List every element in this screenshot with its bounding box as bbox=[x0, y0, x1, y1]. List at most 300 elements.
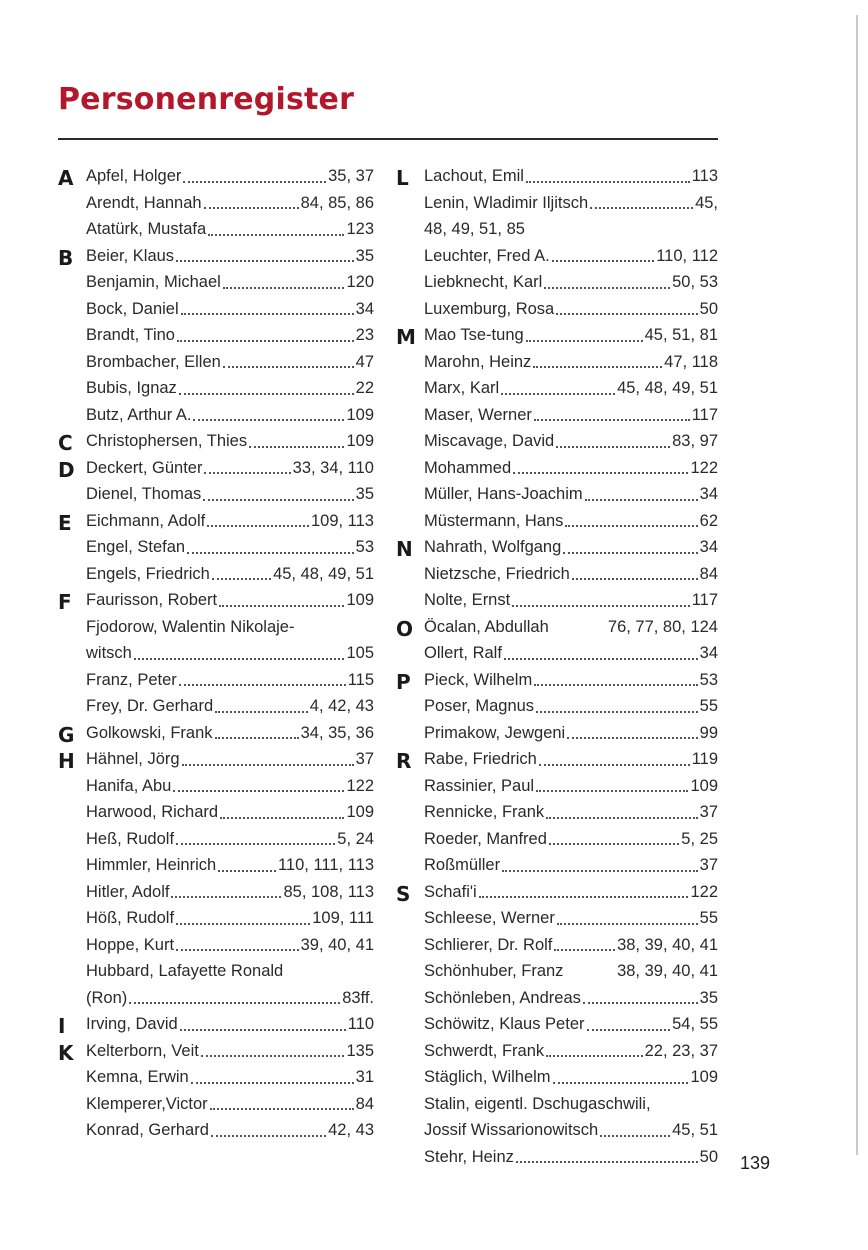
entry-line bbox=[86, 905, 374, 932]
index-letter: B bbox=[58, 245, 74, 270]
entry-pages: 109 bbox=[690, 776, 718, 795]
entry-pages: 55 bbox=[699, 697, 718, 715]
dot-leader bbox=[526, 340, 643, 342]
entry-pages: 76, 77, 80, 124 bbox=[607, 617, 718, 636]
dot-leader bbox=[183, 181, 326, 183]
entry-pages: 53 bbox=[355, 538, 374, 556]
dot-leader bbox=[539, 764, 690, 766]
entry-name: Marx, Karl bbox=[424, 379, 500, 397]
entry-name: Schöwitz, Klaus Peter bbox=[424, 1015, 585, 1033]
entry-name: Hitler, Adolf bbox=[86, 882, 170, 901]
entry-line bbox=[86, 985, 374, 1012]
page-number: 139 bbox=[740, 1153, 771, 1173]
entry-name: Nietzsche, Friedrich bbox=[424, 564, 570, 583]
entry-pages: 109 bbox=[346, 432, 374, 450]
dot-leader bbox=[572, 578, 698, 580]
entry-name: Nahrath, Wolfgang bbox=[424, 538, 562, 556]
entry-line bbox=[424, 481, 718, 508]
entry-name-line: Fjodorow, Walentin Nikolaje- bbox=[86, 617, 295, 636]
entry-pages: 33, 34, 110 bbox=[292, 458, 374, 477]
index-entry bbox=[424, 587, 718, 614]
index-letter: D bbox=[58, 457, 75, 482]
index-letter: E bbox=[58, 510, 72, 535]
dot-leader bbox=[201, 1055, 345, 1057]
dot-leader bbox=[534, 684, 697, 686]
dot-leader bbox=[215, 711, 308, 713]
entry-line bbox=[86, 322, 374, 349]
entry-line bbox=[424, 905, 718, 932]
dot-leader bbox=[585, 499, 698, 501]
dot-leader bbox=[554, 949, 615, 951]
dot-leader bbox=[526, 181, 690, 183]
entry-pages: 115 bbox=[347, 670, 374, 689]
entry-name: Miscavage, David bbox=[424, 432, 555, 450]
entry-name: Ollert, Ralf bbox=[424, 644, 502, 662]
index-group-o bbox=[396, 614, 718, 667]
entry-pages: 109 bbox=[690, 1068, 718, 1086]
dot-leader bbox=[176, 843, 335, 845]
entry-line bbox=[86, 1091, 374, 1118]
entry-line bbox=[86, 852, 374, 879]
dot-leader bbox=[479, 896, 689, 898]
dot-leader bbox=[516, 1161, 698, 1163]
entry-pages: 50, 53 bbox=[672, 273, 718, 291]
index-group-p bbox=[396, 667, 718, 747]
entry-name: Konrad, Gerhard bbox=[86, 1121, 209, 1139]
entry-pages: 22, 23, 37 bbox=[644, 1041, 718, 1060]
index-entry bbox=[86, 773, 374, 800]
entry-name: Müller, Hans-Joachim bbox=[424, 485, 583, 503]
entry-line bbox=[86, 349, 374, 376]
index-entry bbox=[424, 322, 718, 349]
entry-line bbox=[424, 958, 718, 985]
page-title: Personenregister bbox=[58, 82, 355, 117]
entry-name: Roeder, Manfred bbox=[424, 829, 547, 848]
entry-line bbox=[424, 799, 718, 826]
entry-line bbox=[424, 561, 718, 588]
entry-line bbox=[424, 455, 718, 482]
entry-name: Benjamin, Michael bbox=[86, 273, 221, 291]
entry-line bbox=[424, 163, 718, 190]
index-entry bbox=[424, 879, 718, 906]
index-entry bbox=[424, 481, 718, 508]
entry-line bbox=[424, 296, 718, 323]
entry-line bbox=[86, 773, 374, 800]
entry-pages: 39, 40, 41 bbox=[300, 935, 374, 954]
entry-line bbox=[424, 269, 718, 296]
index-entry bbox=[424, 932, 718, 959]
dot-leader bbox=[513, 472, 688, 474]
entry-name: Maser, Werner bbox=[424, 405, 532, 424]
entry-pages: 105 bbox=[346, 644, 374, 662]
entry-line bbox=[424, 375, 718, 402]
dot-leader bbox=[179, 684, 346, 686]
index-entry bbox=[86, 799, 374, 826]
entry-pages: 84 bbox=[699, 564, 718, 583]
index-letter: H bbox=[58, 749, 75, 773]
dot-leader bbox=[504, 658, 698, 660]
entry-pages: 37 bbox=[699, 803, 718, 821]
index-entry bbox=[424, 1144, 718, 1171]
page-edge-mark bbox=[856, 15, 858, 1155]
entry-pages: 37 bbox=[699, 856, 718, 874]
index-letter: L bbox=[396, 166, 409, 190]
entry-pages: 85, 108, 113 bbox=[283, 882, 374, 901]
entry-pages: 53 bbox=[699, 670, 718, 689]
index-letter: C bbox=[58, 431, 73, 455]
dot-leader bbox=[129, 1002, 340, 1004]
index-entry bbox=[424, 561, 718, 588]
entry-pages: 84 bbox=[355, 1094, 374, 1113]
dot-leader bbox=[223, 366, 354, 368]
entry-line bbox=[86, 269, 374, 296]
entry-pages: 4, 42, 43 bbox=[309, 697, 374, 715]
dot-leader bbox=[176, 923, 310, 925]
entry-line bbox=[424, 985, 718, 1012]
entry-line bbox=[86, 879, 374, 906]
index-group-h bbox=[58, 746, 374, 1011]
index-entry bbox=[424, 985, 718, 1012]
index-entry bbox=[86, 508, 374, 535]
index-entry bbox=[86, 932, 374, 959]
entry-name: Schlierer, Dr. Rolf bbox=[424, 935, 553, 954]
entry-pages: 109, 113 bbox=[310, 511, 374, 530]
index-letter: I bbox=[58, 1014, 66, 1038]
dot-leader bbox=[590, 207, 693, 209]
index-entry bbox=[86, 216, 374, 243]
entry-pages: 34 bbox=[355, 299, 374, 318]
entry-pages: 110 bbox=[347, 1015, 374, 1033]
entry-pages: 110, 111, 113 bbox=[277, 856, 374, 874]
index-entry bbox=[86, 1064, 374, 1091]
entry-name: Mao Tse-tung bbox=[424, 326, 524, 344]
entry-pages: 34 bbox=[699, 538, 718, 556]
index-entry bbox=[424, 826, 718, 853]
index-entry bbox=[424, 455, 718, 482]
entry-pages: 50 bbox=[699, 1147, 718, 1166]
entry-name: Jossif Wissarionowitsch bbox=[424, 1121, 599, 1139]
entry-pages: 117 bbox=[691, 405, 718, 424]
entry-line bbox=[424, 349, 718, 376]
index-letter: P bbox=[396, 669, 411, 694]
index-entry bbox=[86, 587, 374, 614]
entry-line bbox=[424, 1064, 718, 1091]
index-entry bbox=[86, 1038, 374, 1065]
index-letter: M bbox=[396, 325, 416, 349]
entry-pages: 54, 55 bbox=[672, 1015, 718, 1033]
index-column-left bbox=[58, 163, 374, 1144]
index-entry bbox=[86, 375, 374, 402]
entry-name: Christophersen, Thies bbox=[86, 432, 248, 450]
entry-name: Schafi'i bbox=[424, 882, 477, 901]
entry-name: Deckert, Günter bbox=[86, 458, 203, 477]
index-letter: R bbox=[396, 749, 412, 773]
entry-line bbox=[86, 799, 374, 826]
entry-pages: 42, 43 bbox=[328, 1121, 374, 1139]
dot-leader bbox=[187, 552, 354, 554]
entry-pages: 119 bbox=[691, 750, 718, 768]
entry-name: Rabe, Friedrich bbox=[424, 750, 537, 768]
dot-leader bbox=[567, 737, 697, 739]
dot-leader bbox=[565, 525, 697, 527]
index-entry bbox=[424, 349, 718, 376]
index-group-n bbox=[396, 534, 718, 614]
entry-name: Arendt, Hannah bbox=[86, 193, 202, 212]
index-letter: N bbox=[396, 537, 413, 561]
index-entry bbox=[86, 1091, 374, 1118]
index-letter: K bbox=[58, 1040, 74, 1065]
index-entry bbox=[424, 375, 718, 402]
entry-pages: 84, 85, 86 bbox=[300, 193, 374, 212]
entry-name: Poser, Magnus bbox=[424, 697, 535, 715]
entry-name: Bubis, Ignaz bbox=[86, 379, 177, 397]
index-entry bbox=[86, 614, 374, 667]
dot-leader bbox=[193, 419, 344, 421]
dot-leader bbox=[249, 446, 344, 448]
index-group-s bbox=[396, 879, 718, 1171]
dot-leader bbox=[211, 1135, 326, 1137]
entry-pages: 122 bbox=[690, 458, 718, 477]
dot-leader bbox=[546, 1055, 642, 1057]
entry-line bbox=[424, 1038, 718, 1065]
entry-line bbox=[424, 322, 718, 349]
entry-name: Himmler, Heinrich bbox=[86, 856, 217, 874]
entry-name: witsch bbox=[86, 644, 132, 662]
index-group-a bbox=[58, 163, 374, 243]
dot-leader bbox=[215, 737, 299, 739]
dot-leader bbox=[203, 499, 353, 501]
dot-leader bbox=[134, 658, 345, 660]
entry-line bbox=[424, 720, 718, 747]
index-entry bbox=[86, 693, 374, 720]
entry-line bbox=[424, 508, 718, 535]
index-entry bbox=[424, 1038, 718, 1065]
entry-name: Müstermann, Hans bbox=[424, 511, 564, 530]
entry-name: Leuchter, Fred A. bbox=[424, 246, 550, 265]
index-letter: F bbox=[58, 590, 72, 614]
entry-pages: 55 bbox=[699, 909, 718, 927]
index-entry bbox=[86, 269, 374, 296]
entry-name: Schönleben, Andreas bbox=[424, 988, 581, 1007]
entry-name: Schleese, Werner bbox=[424, 909, 555, 927]
entry-name: Rassinier, Paul bbox=[424, 776, 535, 795]
entry-line bbox=[424, 1144, 718, 1171]
entry-pages: 5, 24 bbox=[337, 829, 374, 848]
entry-line bbox=[424, 428, 718, 455]
entry-name: Heß, Rudolf bbox=[86, 829, 175, 848]
entry-name-line: Hubbard, Lafayette Ronald bbox=[86, 962, 284, 980]
entry-name: Engels, Friedrich bbox=[86, 564, 210, 583]
dot-leader bbox=[600, 1135, 670, 1137]
entry-line bbox=[86, 455, 374, 482]
entry-name: Atatürk, Mustafa bbox=[86, 220, 207, 238]
entry-pages: 35, 37 bbox=[328, 167, 374, 185]
index-group-l bbox=[396, 163, 718, 322]
entry-name: Faurisson, Robert bbox=[86, 591, 218, 609]
dot-leader bbox=[208, 234, 344, 236]
index-entry bbox=[86, 852, 374, 879]
entry-pages-line: 48, 49, 51, 85 bbox=[424, 220, 525, 238]
dot-leader bbox=[536, 711, 698, 713]
entry-name: Dienel, Thomas bbox=[86, 485, 202, 503]
entry-name: Liebknecht, Karl bbox=[424, 273, 543, 291]
index-group-c bbox=[58, 428, 374, 455]
entry-line bbox=[86, 375, 374, 402]
entry-pages: 83, 97 bbox=[672, 432, 718, 450]
entry-name: Schönhuber, Franz bbox=[424, 962, 564, 980]
entry-name: Kelterborn, Veit bbox=[86, 1041, 199, 1060]
dot-leader bbox=[182, 764, 354, 766]
index-entry bbox=[424, 534, 718, 561]
entry-line bbox=[86, 243, 374, 270]
entry-name: Rennicke, Frank bbox=[424, 803, 545, 821]
dot-leader bbox=[553, 1082, 689, 1084]
index-entry bbox=[86, 349, 374, 376]
index-group-i bbox=[58, 1011, 374, 1038]
index-entry bbox=[424, 508, 718, 535]
dot-leader bbox=[544, 287, 670, 289]
index-entry bbox=[86, 746, 374, 773]
index-group-e bbox=[58, 508, 374, 588]
entry-pages: 123 bbox=[346, 220, 374, 238]
dot-leader bbox=[501, 393, 615, 395]
entry-name: Schwerdt, Frank bbox=[424, 1041, 545, 1060]
entry-name: Nolte, Ernst bbox=[424, 591, 511, 609]
entry-line bbox=[424, 640, 718, 667]
index-letter: S bbox=[396, 881, 411, 906]
entry-line bbox=[424, 667, 718, 694]
entry-line bbox=[86, 190, 374, 217]
entry-line bbox=[86, 296, 374, 323]
index-group-b bbox=[58, 243, 374, 429]
entry-pages: 34, 35, 36 bbox=[300, 723, 374, 742]
index-group-d bbox=[58, 455, 374, 508]
entry-pages: 109 bbox=[346, 591, 374, 609]
entry-pages: 35 bbox=[355, 485, 374, 503]
dot-leader bbox=[223, 287, 345, 289]
dot-leader bbox=[212, 578, 271, 580]
index-entry bbox=[424, 640, 718, 667]
entry-pages: 38, 39, 40, 41 bbox=[617, 962, 718, 980]
entry-pages: 38, 39, 40, 41 bbox=[617, 935, 718, 954]
index-group-k bbox=[58, 1038, 374, 1144]
dot-leader bbox=[583, 1002, 698, 1004]
index-entry bbox=[424, 402, 718, 429]
entry-line bbox=[86, 693, 374, 720]
entry-name: Luxemburg, Rosa bbox=[424, 299, 555, 318]
entry-name: Hoppe, Kurt bbox=[86, 935, 175, 954]
entry-pages: 45, 51, 81 bbox=[644, 326, 718, 344]
entry-name: Apfel, Holger bbox=[86, 167, 182, 185]
entry-line bbox=[86, 720, 374, 747]
dot-leader bbox=[207, 525, 309, 527]
entry-line bbox=[86, 481, 374, 508]
index-entry bbox=[424, 614, 718, 641]
entry-name: Marohn, Heinz bbox=[424, 352, 532, 371]
entry-name: Mohammed bbox=[424, 458, 512, 477]
dot-leader bbox=[176, 260, 354, 262]
entry-line bbox=[424, 852, 718, 879]
entry-line bbox=[86, 1064, 374, 1091]
dot-leader bbox=[171, 896, 281, 898]
dot-leader bbox=[552, 260, 655, 262]
index-entry bbox=[424, 296, 718, 323]
index-column-right bbox=[396, 163, 718, 1170]
entry-name: Höß, Rudolf bbox=[86, 909, 175, 927]
entry-line bbox=[424, 826, 718, 853]
entry-name: Golkowski, Frank bbox=[86, 723, 213, 742]
entry-name: Franz, Peter bbox=[86, 670, 177, 689]
entry-pages: 62 bbox=[699, 511, 718, 530]
entry-line bbox=[86, 932, 374, 959]
index-entry bbox=[424, 852, 718, 879]
entry-pages: 50 bbox=[699, 299, 718, 318]
entry-pages: 47 bbox=[355, 352, 374, 371]
index-letter: O bbox=[396, 616, 414, 641]
entry-name: Eichmann, Adolf bbox=[86, 511, 206, 530]
index-group-m bbox=[396, 322, 718, 534]
index-entry bbox=[86, 534, 374, 561]
entry-name: (Ron) bbox=[86, 988, 128, 1007]
index-entry bbox=[424, 1011, 718, 1038]
entry-pages: 23 bbox=[355, 326, 374, 344]
dot-leader bbox=[210, 1108, 354, 1110]
entry-name: Lachout, Emil bbox=[424, 167, 524, 185]
index-entry bbox=[424, 163, 718, 190]
dot-leader bbox=[177, 340, 354, 342]
index-entry bbox=[424, 428, 718, 455]
entry-line bbox=[424, 614, 718, 641]
title-rule bbox=[58, 138, 718, 140]
index-group-r bbox=[396, 746, 718, 879]
index-entry bbox=[86, 163, 374, 190]
entry-line bbox=[424, 746, 718, 773]
dot-leader bbox=[512, 605, 689, 607]
dot-leader bbox=[556, 313, 697, 315]
index-entry bbox=[86, 667, 374, 694]
entry-line bbox=[86, 1038, 374, 1065]
entry-pages: 122 bbox=[690, 882, 718, 901]
entry-line bbox=[86, 561, 374, 588]
dot-leader bbox=[180, 1029, 346, 1031]
entry-name: Frey, Dr. Gerhard bbox=[86, 697, 214, 715]
entry-pages: 99 bbox=[699, 723, 718, 742]
entry-pages: 45, 51 bbox=[672, 1121, 718, 1139]
entry-pages: 45, bbox=[695, 193, 718, 212]
index-entry bbox=[424, 720, 718, 747]
entry-name: Öcalan, Abdullah bbox=[424, 617, 549, 636]
index-entry bbox=[86, 481, 374, 508]
entry-line bbox=[424, 243, 718, 270]
dot-leader bbox=[563, 552, 697, 554]
dot-leader bbox=[533, 366, 662, 368]
index-entry bbox=[424, 667, 718, 694]
entry-line bbox=[424, 773, 718, 800]
entry-name: Beier, Klaus bbox=[86, 246, 175, 265]
index-entry bbox=[424, 773, 718, 800]
dot-leader bbox=[502, 870, 698, 872]
entry-line bbox=[424, 693, 718, 720]
entry-line bbox=[424, 1117, 718, 1144]
index-entry bbox=[424, 693, 718, 720]
index-entry bbox=[86, 1117, 374, 1144]
index-entry bbox=[86, 561, 374, 588]
entry-name: Brombacher, Ellen bbox=[86, 352, 221, 371]
index-entry bbox=[86, 402, 374, 429]
entry-pages: 109, 111 bbox=[312, 909, 374, 927]
index-group-f bbox=[58, 587, 374, 720]
index-entry bbox=[424, 243, 718, 270]
